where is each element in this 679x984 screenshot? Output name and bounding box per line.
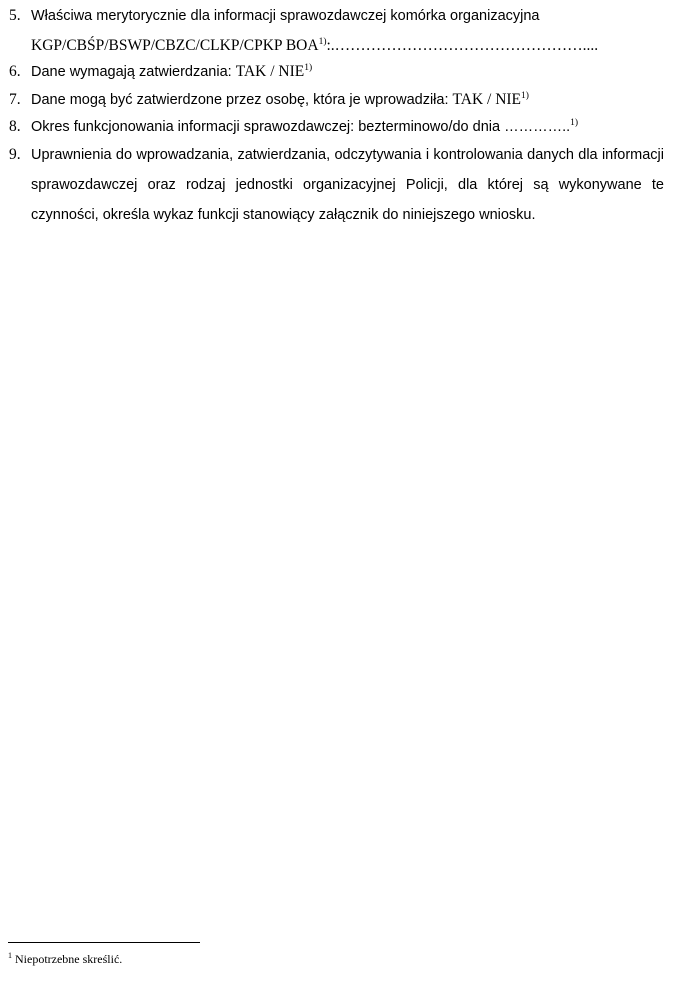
item-text-label: Okres funkcjonowania informacji sprawozdawczej: bezterminowo/do dnia ………….. (31, 119, 571, 135)
list-item-7 (9, 85, 664, 115)
unit-codes: KGP/CBŚP/BSWP/CBZC/CLKP/CPKP BOA (31, 37, 319, 54)
item-number: 5. (9, 7, 21, 24)
list-item-9 (9, 140, 664, 230)
item-number: 6. (9, 63, 21, 80)
footnote (8, 951, 122, 967)
item-text (31, 57, 664, 87)
item-text (31, 140, 664, 230)
item-text-lead: Właściwa merytorycznie dla informacji sprawozdawczej komórka organizacyjna (31, 8, 540, 24)
item-text-body: Uprawnienia do wprowadzania, zatwierdzania, odczytywania i kontrolowania danych dla informacji sprawozdawczej oraz rodzaj jednostki organizacyjnej Policji, dla której są wykonywane te czynności, określa wykaz funkcji stanowiący załącznik do niniejszego wniosku. (31, 147, 664, 223)
footnote-ref: 1) (304, 63, 313, 73)
item-number: 8. (9, 118, 21, 135)
option-values: TAK / NIE (235, 63, 305, 80)
list-item-5 (9, 1, 664, 60)
footnote-mark: 1 (8, 951, 12, 960)
item-number: 7. (9, 91, 21, 108)
footnote-ref: 1) (521, 91, 529, 101)
footnote-ref: 1) (570, 118, 579, 128)
item-text-label: Dane wymagają zatwierdzania: (31, 64, 236, 80)
item-text-label: Dane mogą być zatwierdzone przez osobę, która je wprowadziła: (31, 92, 453, 108)
fill-in-dots: :.………………………………………….... (326, 37, 599, 54)
list-item-8 (9, 112, 664, 142)
item-number: 9. (9, 146, 21, 163)
footnote-ref: 1) (318, 37, 327, 47)
item-text (31, 112, 664, 142)
item-text (31, 85, 664, 115)
footnote-separator (8, 942, 200, 943)
list-item-6 (9, 57, 664, 87)
option-values: TAK / NIE (452, 91, 522, 108)
footnote-text: Niepotrzebne skreślić. (12, 952, 123, 966)
item-text (31, 1, 664, 60)
